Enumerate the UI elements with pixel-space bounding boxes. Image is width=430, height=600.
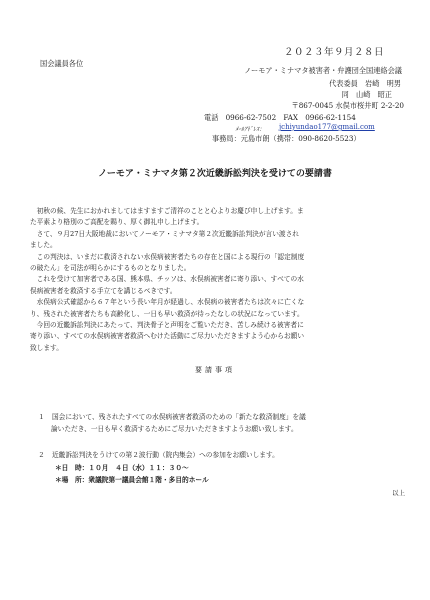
sender-representative: 代表委員 岩崎 明男 (329, 79, 401, 88)
document-date: ２０２３年９月２８日 (283, 47, 384, 58)
event-datetime: ＊日 時：１０月 ４日（水）１１：３０～ (55, 463, 189, 472)
sender-representative-2: 同 山崎 昭正 (341, 90, 392, 99)
mail-label: ﾒｰﾙｱﾄﾞﾚｽ： (235, 126, 266, 133)
body-line: 致します。 (30, 343, 63, 352)
body-line: これを受けて加害者である国、熊本県、チッソは、水俣病被害者に寄り添い、すべての水 (30, 275, 304, 284)
body-text (30, 206, 402, 354)
sender-phone-fax: 電話 0966-62-7502 FAX 0966-62-1154 (204, 113, 356, 122)
email-link[interactable]: jchiyundao177@gmail.com (279, 123, 375, 131)
requests-heading: 要請事項 (195, 366, 235, 374)
sender-address: 〒867-0045 水俣市桜井町 2-2-20 (291, 101, 404, 110)
request-text: 論いただき、一日も早く救済するためにご尽力いただきますようお願い致します。 (51, 425, 298, 433)
request-item-1 (38, 411, 306, 435)
request-text: 国会において、残されたすべての水俣病被害者救済のための「新たな救済制度」を議 (52, 413, 306, 421)
document-title: ノーモア・ミナマタ第２次近畿訴訟判決を受けての要請書 (98, 169, 332, 179)
sender-organization: ノーモア・ミナマタ被害者・弁護団全国連絡会議 (244, 66, 402, 75)
body-line: この判決は、いまだに救済されない水俣病被害者たちの存在と国による現行の「認定制度 (30, 252, 305, 261)
request-item-2 (38, 449, 279, 487)
body-line: 俣病被害者を救済する手立てを講じるべきです。 (30, 286, 177, 295)
request-number: ２ (38, 451, 45, 459)
body-line: ました。 (30, 241, 57, 250)
event-venue: ＊場 所：衆議院第一議員会館１階・多目的ホール (55, 476, 209, 484)
body-line: 寄り添い、すべての水俣病被害者救済へむけた活動にご尽力いただきますよう心からお願い (30, 332, 305, 341)
body-line: た平素より格別のご高配を賜り、厚く御礼申し上げます。 (30, 218, 204, 227)
secretariat-contact: 事務局：元島市朗（携帯：090-8620-5523） (212, 134, 361, 143)
closing-mark: 以上 (392, 489, 405, 497)
recipient: 国会議員各位 (40, 59, 84, 68)
request-number: １ (38, 413, 45, 421)
body-line: 初秋の候、先生におかれましてはますますご清祥のことと心よりお慶び申し上げます。ま (30, 207, 304, 215)
body-line: さて、９月27日大阪地裁においてノーモア・ミナマタ第２次近畿訴訟判決が言い渡され (30, 229, 299, 238)
body-line: 今回の近畿訴訟判決にあたって、判決骨子と声明をご覧いただき、苦しみ続ける被害者に (30, 321, 304, 330)
body-line: の破たん」を司法が明らかにするものとなりました。 (30, 264, 191, 273)
body-line: 水俣病公式確認から６７年という長い年月が経過し、水俣病の被害者たちは次々に亡くな (30, 298, 305, 307)
request-text: 近畿訴訟判決をうけての第２波行動（院内集会）への参加をお願いします。 (52, 451, 279, 459)
body-line: り、残された被害者たちも高齢化し、一日も早い救済が待ったなしの状況になっています。 (30, 309, 304, 318)
